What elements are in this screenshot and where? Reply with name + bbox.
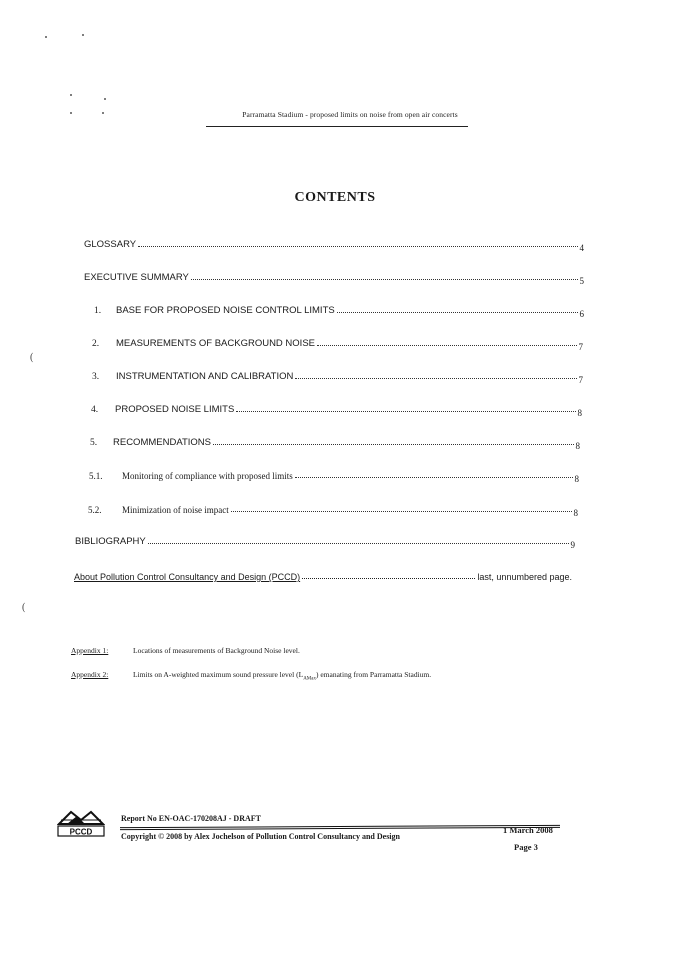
toc-title: RECOMMENDATIONS: [113, 437, 211, 448]
toc-number: 1.: [94, 306, 102, 316]
toc-page: 7: [578, 342, 583, 352]
scan-speck: [70, 112, 72, 114]
toc-number: 4.: [91, 405, 99, 415]
toc-entry-about-pccd[interactable]: [74, 564, 572, 582]
scan-speck: [104, 98, 106, 100]
toc-leader: [295, 377, 576, 379]
toc-leader: [213, 443, 574, 445]
running-header: Parramatta Stadium - proposed limits on noise from open air concerts: [242, 110, 458, 119]
appendix-1: [71, 646, 300, 655]
toc-title: PROPOSED NOISE LIMITS: [115, 404, 235, 415]
margin-mark: (: [22, 602, 26, 613]
appendix-text: Locations of measurements of Background Noise level.: [133, 646, 300, 655]
pccd-logo: [57, 806, 105, 838]
toc-page: 9: [570, 540, 575, 550]
toc-number: 2.: [92, 339, 100, 349]
toc-number: 5.1.: [89, 471, 103, 481]
toc-leader: [236, 410, 575, 412]
footer-report-number: Report No EN-OAC-170208AJ - DRAFT: [121, 814, 261, 823]
toc-number: 5.2.: [88, 505, 102, 515]
margin-mark: (: [30, 352, 34, 363]
scan-speck: [82, 34, 84, 36]
scan-speck: [70, 94, 72, 96]
toc-page: 8: [575, 441, 580, 451]
toc-number: 3.: [92, 372, 100, 382]
toc-entry-section-5-1[interactable]: [89, 463, 579, 484]
toc-title: BIBLIOGRAPHY: [75, 536, 146, 547]
toc-entry-section-5[interactable]: [90, 430, 580, 451]
toc-page: 8: [577, 408, 582, 418]
toc-entry-section-1[interactable]: [94, 298, 584, 319]
toc-entry-section-5-2[interactable]: [88, 497, 578, 518]
appendix-2: [71, 670, 431, 682]
toc-title: About Pollution Control Consultancy and Design (PCCD): [74, 572, 301, 582]
footer-copyright: Copyright © 2008 by Alex Jochelson of Pollution Control Consultancy and Design: [121, 832, 400, 841]
toc-entry-glossary[interactable]: [84, 232, 584, 253]
toc-leader: [191, 278, 578, 280]
toc-title: GLOSSARY: [84, 239, 137, 250]
toc-number: 5.: [90, 438, 98, 448]
svg-text:PCCD: PCCD: [69, 827, 93, 837]
footer-date: 1 March 2008: [503, 825, 553, 835]
toc-leader: [337, 311, 578, 313]
appendix-label: Appendix 2:: [71, 670, 109, 679]
toc-entry-executive-summary[interactable]: [84, 265, 584, 286]
toc-page: last, unnumbered page.: [477, 572, 572, 582]
toc-entry-section-3[interactable]: [92, 364, 583, 385]
toc-entry-section-4[interactable]: [91, 397, 582, 418]
footer-page-number: Page 3: [514, 842, 538, 852]
toc-leader: [138, 245, 577, 247]
toc-leader: [302, 577, 475, 579]
appendix-label: Appendix 1:: [71, 646, 109, 655]
toc-page: 6: [579, 309, 584, 319]
contents-title: CONTENTS: [294, 190, 376, 205]
toc-page: 8: [574, 474, 579, 484]
scan-speck: [45, 36, 47, 38]
toc-leader: [317, 344, 577, 346]
toc-page: 4: [579, 243, 584, 253]
toc-title: Minimization of noise impact: [122, 505, 229, 515]
scan-speck: [102, 112, 104, 114]
toc-title: MEASUREMENTS OF BACKGROUND NOISE: [116, 338, 315, 349]
toc-leader: [148, 542, 569, 544]
header-rule: [206, 126, 468, 127]
toc-leader: [231, 510, 572, 512]
toc-leader: [295, 476, 573, 478]
toc-title: Monitoring of compliance with proposed limits: [122, 471, 293, 481]
toc-page: 7: [578, 375, 583, 385]
toc-entry-bibliography[interactable]: [75, 529, 575, 550]
toc-title: INSTRUMENTATION AND CALIBRATION: [116, 371, 294, 382]
toc-title: EXECUTIVE SUMMARY: [84, 272, 189, 283]
toc-page: 5: [579, 276, 584, 286]
toc-page: 8: [573, 508, 578, 518]
toc-entry-section-2[interactable]: [92, 331, 583, 352]
toc-title: BASE FOR PROPOSED NOISE CONTROL LIMITS: [116, 305, 335, 316]
appendix-text: Limits on A-weighted maximum sound pressure level $(L_{AMax})$ emanating from Parramatta Stadium.: [133, 670, 432, 682]
